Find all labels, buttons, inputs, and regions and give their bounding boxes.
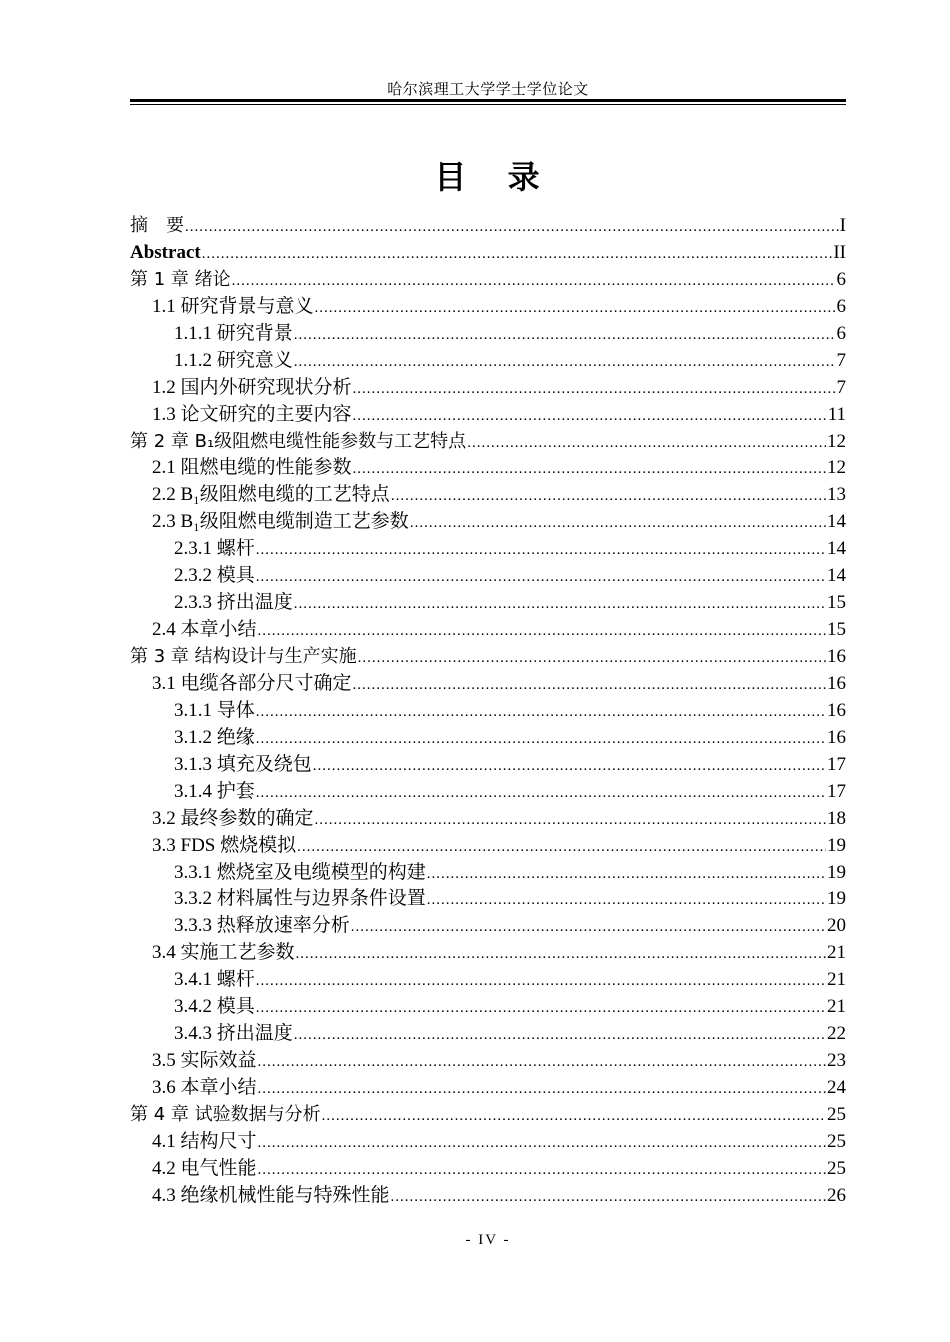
toc-entry[interactable]: [130, 590, 846, 617]
toc-entry[interactable]: [130, 967, 846, 994]
toc-entry-page: 15: [827, 592, 846, 614]
toc-leader-dots: [258, 1076, 826, 1103]
toc-entry-page: 6: [836, 268, 846, 290]
toc-entry-page: II: [833, 241, 846, 263]
toc-entry-page: 19: [827, 861, 846, 883]
toc-entry-page: 7: [836, 349, 846, 371]
toc-entry[interactable]: [130, 213, 846, 240]
toc-entry-label: 3.3.3 热释放速率分析: [174, 915, 350, 937]
toc-entry-label: 3.3.1 燃烧室及电缆模型的构建: [174, 861, 426, 883]
toc-leader-dots: [296, 941, 826, 968]
toc-leader-dots: [256, 537, 826, 564]
toc-leader-dots: [256, 968, 826, 995]
toc-entry-label: Abstract: [130, 241, 201, 263]
page-number: - IV -: [465, 1232, 511, 1248]
toc-entry[interactable]: [130, 779, 846, 806]
toc-leader-dots: [391, 1184, 826, 1211]
toc-entry[interactable]: [130, 617, 846, 644]
toc-entry-label: 1.1.2 研究意义: [174, 349, 293, 371]
toc-entry[interactable]: [130, 267, 846, 294]
toc-leader-dots: [313, 753, 826, 780]
toc-entry-label: 3.6 本章小结: [152, 1077, 257, 1098]
table-of-contents: [130, 213, 846, 1210]
toc-entry-page: 20: [827, 915, 846, 937]
toc-entry-label: 1.2 国内外研究现状分析: [152, 376, 352, 398]
page-header: 哈尔滨理工大学学士学位论文: [387, 82, 589, 98]
toc-entry-page: 19: [827, 834, 846, 856]
toc-entry-page: 14: [827, 538, 846, 560]
toc-leader-dots: [410, 510, 826, 537]
toc-entry-label: 3.1 电缆各部分尺寸确定: [152, 672, 352, 694]
toc-entry[interactable]: [130, 294, 846, 321]
toc-entry-label: 3.4.3 挤出温度: [174, 1023, 293, 1045]
toc-entry[interactable]: [130, 806, 846, 833]
toc-entry-page: 23: [827, 1050, 846, 1072]
toc-entry-page: 14: [827, 511, 846, 533]
toc-entry[interactable]: [130, 482, 846, 509]
toc-leader-dots: [353, 456, 826, 483]
toc-entry-label: 2.3 B₁级阻燃电缆制造工艺参数: [152, 511, 409, 533]
toc-entry-label: 3.2 最终参数的确定: [152, 807, 314, 829]
toc-entry-page: 26: [827, 1184, 846, 1206]
toc-leader-dots: [294, 591, 826, 618]
toc-entry-label: 第 2 章 B₁级阻燃电缆性能参数与工艺特点: [130, 430, 467, 452]
toc-leader-dots: [256, 699, 826, 726]
toc-entry[interactable]: [130, 860, 846, 887]
toc-entry-label: 2.1 阻燃电缆的性能参数: [152, 457, 352, 479]
toc-entry-label: 2.3.3 挤出温度: [174, 592, 293, 614]
toc-leader-dots: [294, 349, 836, 376]
toc-entry-label: 2.4 本章小结: [152, 619, 257, 641]
toc-leader-dots: [258, 1157, 826, 1184]
toc-entry-label: 3.5 实际效益: [152, 1050, 257, 1072]
toc-leader-dots: [256, 564, 826, 591]
toc-entry-page: 16: [827, 646, 846, 667]
toc-entry-page: 21: [827, 942, 846, 964]
toc-entry[interactable]: [130, 886, 846, 913]
toc-entry-label: 3.1.1 导体: [174, 699, 255, 721]
toc-entry-label: 4.1 结构尺寸: [152, 1130, 257, 1152]
toc-entry[interactable]: [130, 1048, 846, 1075]
toc-entry-label: 1.3 论文研究的主要内容: [152, 403, 352, 425]
toc-entry-label: 1.1.1 研究背景: [174, 322, 293, 344]
toc-entry-page: I: [839, 215, 846, 236]
toc-entry[interactable]: [130, 402, 846, 429]
toc-entry-label: 3.3 FDS 燃烧模拟: [152, 834, 297, 856]
toc-entry-page: 16: [827, 726, 846, 748]
toc-entry[interactable]: [130, 536, 846, 563]
toc-entry-page: 19: [827, 888, 846, 910]
toc-entry[interactable]: [130, 563, 846, 590]
toc-entry-page: 12: [827, 430, 846, 452]
toc-leader-dots: [256, 995, 826, 1022]
toc-entry[interactable]: [130, 348, 846, 375]
toc-entry[interactable]: [130, 1183, 846, 1210]
toc-entry[interactable]: [130, 994, 846, 1021]
toc-entry-page: 12: [827, 457, 846, 479]
toc-leader-dots: [353, 403, 827, 430]
toc-entry-page: 15: [827, 619, 846, 641]
toc-entry[interactable]: [130, 429, 846, 456]
toc-entry-page: 25: [827, 1103, 846, 1125]
toc-entry-page: 25: [827, 1130, 846, 1152]
toc-entry-label: 第 1 章 绪论: [130, 268, 231, 290]
toc-entry[interactable]: [130, 240, 846, 267]
toc-entry[interactable]: [130, 375, 846, 402]
toc-entry-label: 3.1.3 填充及绕包: [174, 753, 312, 775]
toc-leader-dots: [315, 295, 836, 322]
toc-leader-dots: [427, 861, 826, 888]
toc-leader-dots: [427, 887, 826, 914]
toc-entry[interactable]: [130, 940, 846, 967]
toc-entry-page: 7: [836, 376, 846, 398]
toc-entry[interactable]: [130, 698, 846, 725]
toc-entry[interactable]: [130, 509, 846, 536]
toc-entry-label: 4.2 电气性能: [152, 1157, 257, 1179]
toc-entry[interactable]: [130, 1156, 846, 1183]
toc-leader-dots: [258, 618, 826, 645]
toc-leader-dots: [258, 1049, 826, 1076]
toc-leader-dots: [185, 214, 839, 241]
toc-entry-label: 2.3.1 螺杆: [174, 538, 255, 560]
toc-entry-page: 18: [827, 807, 846, 829]
toc-entry-label: 2.3.2 模具: [174, 565, 255, 587]
toc-entry-page: 14: [827, 565, 846, 587]
header-rule-thin: [130, 104, 846, 105]
toc-entry[interactable]: [130, 1129, 846, 1156]
toc-leader-dots: [315, 807, 826, 834]
toc-entry-label: 第 4 章 试验数据与分析: [130, 1103, 321, 1125]
toc-entry-label: 3.4 实施工艺参数: [152, 942, 295, 964]
toc-entry-label: 2.2 B₁级阻燃电缆的工艺特点: [152, 484, 390, 506]
toc-entry-page: 11: [827, 403, 846, 425]
toc-entry[interactable]: [130, 725, 846, 752]
toc-leader-dots: [467, 430, 826, 457]
toc-entry[interactable]: [130, 644, 846, 671]
toc-leader-dots: [258, 1130, 826, 1157]
toc-entry[interactable]: [130, 752, 846, 779]
toc-title: 目 录: [434, 158, 542, 196]
toc-leader-dots: [353, 672, 826, 699]
toc-entry-page: 16: [827, 699, 846, 721]
toc-leader-dots: [351, 914, 826, 941]
toc-entry[interactable]: [130, 913, 846, 940]
toc-leader-dots: [358, 645, 826, 672]
toc-entry-page: 21: [827, 996, 846, 1018]
toc-entry-label: 3.4.2 模具: [174, 996, 255, 1018]
toc-entry-page: 6: [836, 322, 846, 344]
toc-entry-label: 3.1.4 护套: [174, 780, 255, 802]
toc-entry-page: 17: [827, 753, 846, 775]
toc-leader-dots: [256, 726, 826, 753]
toc-entry[interactable]: [130, 1075, 846, 1102]
toc-entry-label: 摘 要: [130, 215, 184, 236]
toc-entry-page: 24: [827, 1077, 846, 1098]
toc-entry[interactable]: [130, 833, 846, 860]
toc-entry[interactable]: [130, 321, 846, 348]
toc-entry-label: 1.1 研究背景与意义: [152, 295, 314, 317]
header-rule-thick: [130, 99, 846, 102]
toc-entry-label: 3.4.1 螺杆: [174, 969, 255, 991]
toc-leader-dots: [322, 1103, 826, 1130]
toc-entry-label: 4.3 绝缘机械性能与特殊性能: [152, 1184, 390, 1206]
toc-entry-page: 21: [827, 969, 846, 991]
toc-leader-dots: [353, 376, 836, 403]
toc-entry[interactable]: [130, 1102, 846, 1129]
toc-entry-page: 13: [827, 484, 846, 506]
toc-leader-dots: [391, 483, 826, 510]
toc-entry-page: 6: [836, 295, 846, 317]
toc-entry[interactable]: [130, 455, 846, 482]
toc-leader-dots: [256, 780, 826, 807]
toc-leader-dots: [297, 834, 826, 861]
toc-entry-label: 3.3.2 材料属性与边界条件设置: [174, 888, 426, 910]
toc-entry[interactable]: [130, 1021, 846, 1048]
toc-leader-dots: [294, 1022, 826, 1049]
toc-entry[interactable]: [130, 671, 846, 698]
toc-leader-dots: [232, 268, 836, 295]
toc-leader-dots: [294, 322, 836, 349]
toc-leader-dots: [202, 241, 833, 268]
toc-entry-page: 16: [827, 672, 846, 694]
toc-entry-page: 22: [827, 1023, 846, 1045]
toc-entry-page: 25: [827, 1157, 846, 1179]
toc-entry-page: 17: [827, 780, 846, 802]
toc-entry-label: 第 3 章 结构设计与生产实施: [130, 646, 357, 667]
toc-entry-label: 3.1.2 绝缘: [174, 726, 255, 748]
